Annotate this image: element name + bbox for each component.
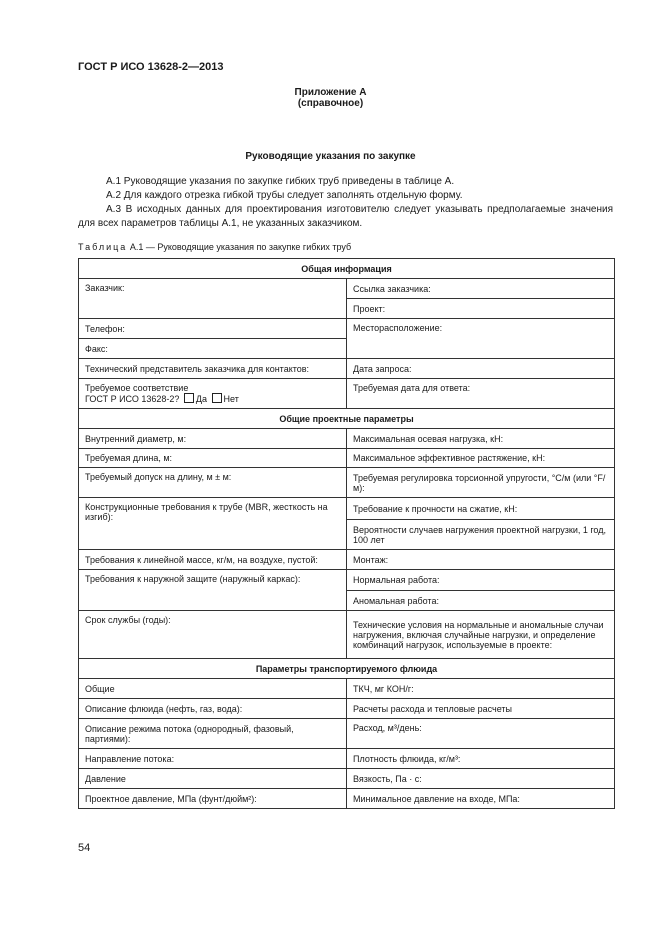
cell-customer-ref: Ссылка заказчика: xyxy=(347,279,615,299)
cell-max-axial: Максимальная осевая нагрузка, кН: xyxy=(347,429,615,449)
paragraph-text: А.2 Для каждого отрезка гибкой трубы следует заполнять отдельную форму. xyxy=(106,190,463,201)
cell-fax: Факс: xyxy=(79,339,347,359)
no-label: Нет xyxy=(223,394,239,404)
paragraph-a2 xyxy=(78,189,613,203)
yes-label: Да xyxy=(195,394,208,404)
cell-ext-protection: Требования к наружной защите (наружный каркас): xyxy=(79,570,347,611)
cell-service-life: Срок службы (годы): xyxy=(79,611,347,659)
cell-tolerance: Требуемый допуск на длину, м ± м: xyxy=(79,468,347,498)
yes-checkbox[interactable] xyxy=(184,393,194,403)
section-header: Общие проектные параметры xyxy=(79,409,615,429)
cell-fluid-description: Описание флюида (нефть, газ, вода): xyxy=(79,699,347,719)
paragraph-a3 xyxy=(78,203,613,231)
cell-density: Плотность флюида, кг/м³: xyxy=(347,749,615,769)
cell-normal-operation: Нормальная работа: xyxy=(347,570,615,591)
cell-abnormal-operation: Аномальная работа: xyxy=(347,591,615,611)
cell-compliance xyxy=(79,379,347,409)
appendix-subtitle: (справочное) xyxy=(297,98,364,109)
cell-reply-date: Требуемая дата для ответа: xyxy=(347,379,615,409)
cell-location: Месторасположение: xyxy=(347,319,615,359)
cell-installation: Монтаж: xyxy=(347,550,615,570)
cell-flow-calc: Расчеты расхода и тепловые расчеты xyxy=(347,699,615,719)
cell-min-inlet-pressure: Минимальное давление на входе, МПа: xyxy=(347,789,615,809)
compliance-standard: ГОСТ Р ИСО 13628-2? xyxy=(85,394,180,404)
section-header: Общая информация xyxy=(79,259,615,279)
caption-text: А.1 — Руководящие указания по закупке гибких труб xyxy=(129,242,352,252)
cell-linear-mass: Требования к линейной массе, кг/м, на воздухе, пустой: xyxy=(79,550,347,570)
cell-torsion: Требуемая регулировка торсионной упругости, °С/м (или °F/м): xyxy=(347,468,615,498)
paragraph-a1 xyxy=(78,175,613,189)
section-title: Руководящие указания по закупке xyxy=(245,151,416,162)
compliance-question xyxy=(85,393,340,404)
no-checkbox[interactable] xyxy=(212,393,222,403)
cell-probability: Вероятности случаев нагружения проектной нагрузки, 1 год, 100 лет xyxy=(347,520,615,550)
table-caption xyxy=(78,242,351,252)
cell-flow-direction: Направление потока: xyxy=(79,749,347,769)
section-header: Параметры транспортируемого флюида xyxy=(79,659,615,679)
caption-label: Таблица xyxy=(78,242,128,252)
cell-max-stretch: Максимальное эффективное растяжение, кН: xyxy=(347,449,615,468)
procurement-table xyxy=(78,258,615,809)
cell-compression: Требование к прочности на сжатие, кН: xyxy=(347,498,615,520)
cell-tech-conditions: Технические условия на нормальные и аномальные случаи нагружения, включая случайные нагрузки, и определение комбинаций нагрузок, используемые в проекте: xyxy=(347,611,615,659)
cell-phone: Телефон: xyxy=(79,319,347,339)
cell-customer: Заказчик: xyxy=(79,279,347,319)
cell-general: Общие xyxy=(79,679,347,699)
page-number: 54 xyxy=(78,842,91,854)
cell-tan: ТКЧ, мг КОН/г: xyxy=(347,679,615,699)
cell-request-date: Дата запроса: xyxy=(347,359,615,379)
cell-design-req: Конструкционные требования к трубе (MBR, жесткость на изгиб): xyxy=(79,498,347,550)
cell-length: Требуемая длина, м: xyxy=(79,449,347,468)
cell-pressure: Давление xyxy=(79,769,347,789)
appendix-title: Приложение А xyxy=(294,87,367,98)
cell-design-pressure: Проектное давление, МПа (фунт/дюйм²): xyxy=(79,789,347,809)
cell-flow-regime: Описание режима потока (однородный, фазовый, партиями): xyxy=(79,719,347,749)
paragraph-text: А.3 В исходных данных для проектирования изготовителю следует указывать предполагаемые значения для всех параметров таблицы А.1, не указанных заказчиком. xyxy=(78,204,613,229)
cell-flow-rate: Расход, м³/день: xyxy=(347,719,615,749)
paragraph-text: А.1 Руководящие указания по закупке гибких труб приведены в таблице А. xyxy=(106,176,455,187)
cell-viscosity: Вязкость, Па · с: xyxy=(347,769,615,789)
cell-project: Проект: xyxy=(347,299,615,319)
compliance-label: Требуемое соответствие xyxy=(85,383,189,393)
appendix-heading xyxy=(0,87,661,109)
standard-header: ГОСТ Р ИСО 13628-2—2013 xyxy=(78,61,224,73)
cell-inner-diameter: Внутренний диаметр, м: xyxy=(79,429,347,449)
cell-tech-rep: Технический представитель заказчика для контактов: xyxy=(79,359,347,379)
